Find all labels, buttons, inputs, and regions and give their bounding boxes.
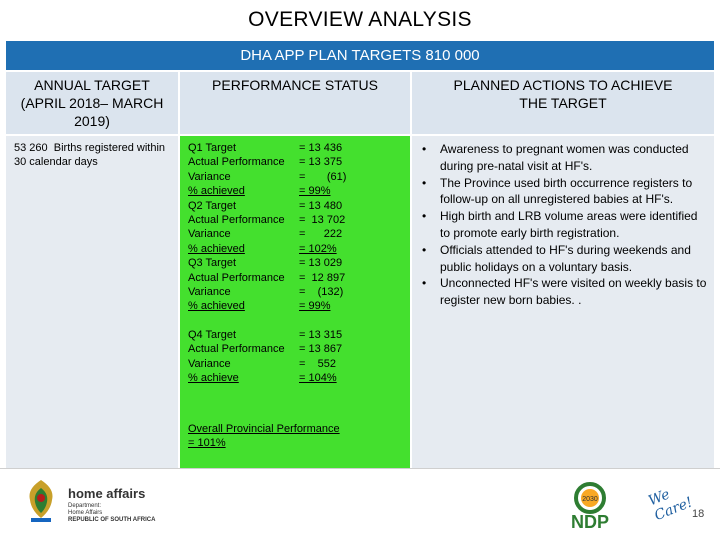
q2-variance-value: = 222 xyxy=(299,228,343,241)
overview-table xyxy=(6,72,714,468)
list-item xyxy=(412,275,708,309)
q2-actual-label: Actual Performance xyxy=(188,214,285,227)
action-text: Officials attended to HF's during weekends and public holidays on a voluntary basis. xyxy=(440,242,691,274)
bullet-icon: • xyxy=(422,142,427,156)
q1-actual-label: Actual Performance xyxy=(188,156,285,169)
q2-target-label: Q2 Target xyxy=(188,199,237,212)
q4-achieved-label: % achieve xyxy=(188,372,239,385)
ndp-year: 2030 xyxy=(582,496,598,503)
planned-actions-list xyxy=(412,141,708,309)
q3-achieved-label: % achieved xyxy=(188,300,245,313)
logo-sub-line: Department: xyxy=(68,503,102,509)
q3-block xyxy=(188,256,402,314)
q4-variance-value: = 552 xyxy=(299,357,337,370)
overall-performance-value: = 101% xyxy=(188,436,226,449)
logo-sub-line: REPUBLIC OF SOUTH AFRICA xyxy=(68,517,156,523)
header-annual-target xyxy=(6,72,178,134)
q1-target-label: Q1 Target xyxy=(188,142,237,154)
q4-actual-label: Actual Performance xyxy=(188,343,285,356)
q2-target-value: = 13 480 xyxy=(299,199,343,212)
q3-target-value: = 13 029 xyxy=(299,257,343,270)
q3-variance-value: = (132) xyxy=(299,286,344,299)
q4-actual-value: = 13 867 xyxy=(299,343,343,356)
logo-subtext xyxy=(68,503,155,524)
ndp-2030-logo xyxy=(560,480,620,532)
list-item xyxy=(412,175,708,209)
bullet-icon: • xyxy=(422,175,427,190)
q4-target-value: = 13 315 xyxy=(299,328,343,341)
performance-status-cell xyxy=(180,136,410,468)
q2-variance-row xyxy=(188,227,402,241)
q4-actual-row xyxy=(188,342,402,356)
q1-variance-label: Variance xyxy=(188,170,231,183)
q2-target-row xyxy=(188,199,402,213)
q2-achieved-label: % achieved xyxy=(188,242,245,255)
action-text: High birth and LRB volume areas were identified to promote early birth registration. xyxy=(440,209,698,240)
q3-achieved-value: = 99% xyxy=(299,300,331,313)
ndp-text: NDP xyxy=(570,512,610,532)
list-item xyxy=(412,141,708,175)
header-performance-status-label: PERFORMANCE STATUS xyxy=(212,77,378,93)
q3-actual-label: Actual Performance xyxy=(188,271,285,284)
list-item xyxy=(412,242,708,276)
header-planned-actions xyxy=(412,72,714,134)
q3-variance-row xyxy=(188,285,402,299)
q1-achieved-label: % achieved xyxy=(188,185,245,198)
bullet-icon: • xyxy=(422,242,427,257)
spacer xyxy=(188,314,402,328)
q1-actual-row xyxy=(188,155,402,169)
action-text: The Province used birth occurrence registers to follow-up on all unregistered babies at HF's. xyxy=(440,175,693,207)
q1-achieved-value: = 99% xyxy=(299,185,331,198)
q4-achieved-row xyxy=(188,371,402,385)
q3-actual-row xyxy=(188,271,402,285)
q4-block xyxy=(188,328,402,386)
footer-divider xyxy=(0,468,720,469)
q4-achieved-value: = 104% xyxy=(299,372,337,385)
spacer xyxy=(188,386,402,422)
q1-variance-value: = (61) xyxy=(299,170,347,183)
page-title: OVERVIEW ANALYSIS xyxy=(248,8,472,31)
q1-achieved-row xyxy=(188,184,402,198)
q2-actual-value: = 13 702 xyxy=(299,214,346,227)
targets-banner: DHA APP PLAN TARGETS 810 000 xyxy=(6,41,714,70)
action-text: Awareness to pregnant women was conducted during pre-natal visit at HF's. xyxy=(440,142,689,173)
home-affairs-logo xyxy=(22,478,172,528)
q2-block xyxy=(188,199,402,257)
q4-target-label: Q4 Target xyxy=(188,328,237,341)
header-annual-target-label: ANNUAL TARGET (APRIL 2018– MARCH 2019) xyxy=(20,77,164,129)
q2-variance-label: Variance xyxy=(188,228,231,241)
list-item xyxy=(412,208,708,242)
annual-target-cell xyxy=(6,136,178,468)
q1-block xyxy=(188,141,402,199)
q4-variance-row xyxy=(188,357,402,371)
planned-actions-cell xyxy=(412,136,714,468)
q2-achieved-value: = 102% xyxy=(299,242,337,255)
q1-target-value: = 13 436 xyxy=(299,142,343,154)
q1-variance-row xyxy=(188,170,402,184)
bullet-icon: • xyxy=(422,276,427,291)
q3-target-row xyxy=(188,256,402,270)
overall-performance-label: Overall Provincial Performance xyxy=(188,422,340,435)
page-number: 18 xyxy=(692,508,705,520)
q2-actual-row xyxy=(188,213,402,227)
coat-of-arms-icon xyxy=(22,478,60,526)
q4-variance-label: Variance xyxy=(188,357,231,370)
header-performance-status xyxy=(180,72,410,134)
q3-variance-label: Variance xyxy=(188,286,231,299)
action-text: Unconnected HF's were visited on weekly basis to register new born babies. . xyxy=(440,276,707,308)
q3-achieved-row xyxy=(188,299,402,313)
q2-achieved-row xyxy=(188,242,402,256)
q1-actual-value: = 13 375 xyxy=(299,156,343,169)
q4-target-row xyxy=(188,328,402,342)
header-planned-actions-label: PLANNED ACTIONS TO ACHIEVE THE TARGET xyxy=(453,77,673,111)
q1-target-row xyxy=(188,141,402,155)
annual-target-text: 53 260 Births registered within 30 calendar days xyxy=(14,142,169,169)
q3-actual-value: = 12 897 xyxy=(299,271,346,284)
bullet-icon: • xyxy=(422,209,427,224)
we-care-slogan: We Care! xyxy=(646,486,696,525)
q3-target-label: Q3 Target xyxy=(188,257,237,270)
logo-sub-line: Home Affairs xyxy=(68,510,103,516)
logo-name: home affairs xyxy=(68,486,146,501)
